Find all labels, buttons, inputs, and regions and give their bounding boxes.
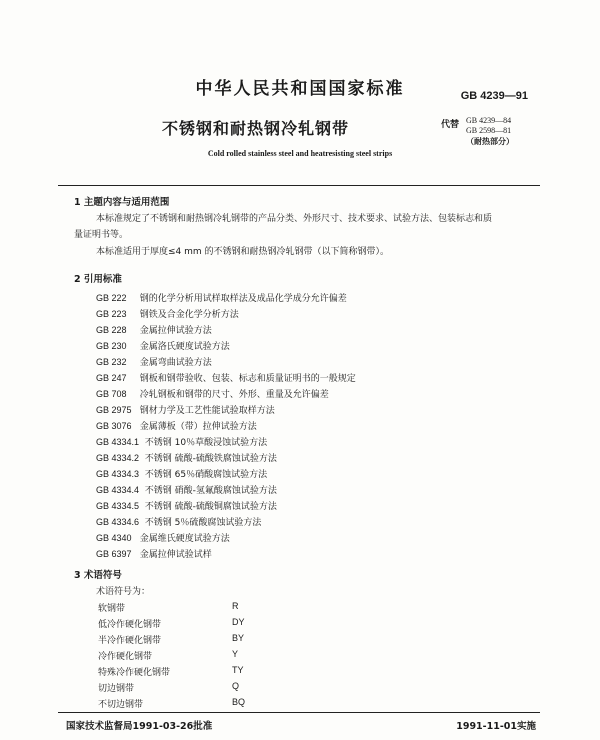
section-1-heading: 1 主题内容与适用范围 <box>74 197 170 208</box>
reference-item <box>96 531 230 544</box>
reference-code: GB 222 <box>96 293 127 303</box>
reference-code: GB 3076 <box>96 421 132 431</box>
reference-item <box>96 371 356 384</box>
term-name: 软钢带 <box>98 604 126 614</box>
section-3-heading: 3 术语符号 <box>74 570 122 581</box>
reference-code: GB 228 <box>96 325 127 335</box>
reference-code: GB 4334.6 <box>96 517 140 527</box>
term-name: 特殊冷作硬化钢带 <box>98 668 171 678</box>
reference-item <box>96 291 347 304</box>
reference-code: GB 4334.5 <box>96 501 140 511</box>
reference-title: 钢铁及合金化学分析方法 <box>139 310 239 320</box>
document-title: 不锈钢和耐热钢冷轧钢带 <box>162 119 350 138</box>
reference-title: 钢板和钢带验收、包装、标志和质量证明书的一般规定 <box>139 374 356 384</box>
standard-number: GB 4239—91 <box>460 90 528 102</box>
reference-item <box>96 339 230 352</box>
reference-item <box>96 419 257 432</box>
reference-title: 不锈钢 65％硝酸腐蚀试验方法 <box>144 470 268 480</box>
reference-code: GB 230 <box>96 341 127 351</box>
terms-intro: 术语符号为： <box>96 587 151 597</box>
term-name: 切边钢带 <box>98 684 135 694</box>
term-name: 冷作硬化钢带 <box>98 652 153 662</box>
section-1-paragraph: 量证明书等。 <box>74 230 129 240</box>
reference-code: GB 223 <box>96 309 127 319</box>
term-symbol: BQ <box>232 697 246 707</box>
reference-title: 不锈钢 硫酸-硫酸铁腐蚀试验方法 <box>144 454 277 464</box>
reference-code: GB 4334.4 <box>96 485 140 495</box>
english-title: Cold rolled stainless steel and heatresisting steel strips <box>207 149 393 158</box>
term-symbol: Q <box>232 681 240 691</box>
term-name: 不切边钢带 <box>98 700 144 710</box>
reference-title: 金属拉伸试验方法 <box>139 326 212 336</box>
reference-item <box>96 323 212 336</box>
replaced-standard: GB 4239—84 <box>466 116 512 125</box>
reference-title: 不锈钢 10％草酸浸蚀试验方法 <box>144 438 268 448</box>
reference-item <box>96 435 267 448</box>
reference-title: 不锈钢 5％硫酸腐蚀试验方法 <box>144 518 262 528</box>
term-symbol: DY <box>232 617 245 627</box>
reference-code: GB 708 <box>96 389 127 399</box>
section-1-paragraph: 本标准规定了不锈钢和耐热钢冷轧钢带的产品分类、外形尺寸、技术要求、试验方法、包装标志和质 <box>96 214 493 224</box>
replaced-standard-note: （耐热部分） <box>466 137 514 146</box>
term-name: 半冷作硬化钢带 <box>98 636 162 646</box>
reference-item <box>96 403 275 416</box>
approval-date: 国家技术监督局1991-03-26批准 <box>66 721 213 732</box>
reference-title: 不锈钢 硝酸-氢氟酸腐蚀试验方法 <box>144 486 277 496</box>
term-symbol: R <box>232 601 239 611</box>
reference-code: GB 4340 <box>96 533 132 543</box>
term-symbol: BY <box>232 633 245 643</box>
reference-title: 金属维氏硬度试验方法 <box>139 534 230 544</box>
reference-item <box>96 483 277 496</box>
replaced-standard: GB 2598—81 <box>466 126 512 135</box>
reference-title: 金属洛氏硬度试验方法 <box>139 342 230 352</box>
reference-title: 钢的化学分析用试样取样法及成品化学成分允许偏差 <box>139 294 347 304</box>
reference-item <box>96 307 239 320</box>
reference-item <box>96 499 277 512</box>
reference-code: GB 247 <box>96 373 127 383</box>
section-1-paragraph: 本标准适用于厚度≤4 mm 的不锈钢和耐热钢冷轧钢带（以下简称钢带）。 <box>96 247 390 257</box>
reference-code: GB 6397 <box>96 549 132 559</box>
reference-code: GB 4334.1 <box>96 437 140 447</box>
reference-code: GB 232 <box>96 357 127 367</box>
reference-title: 冷轧钢板和钢带的尺寸、外形、重量及允许偏差 <box>139 390 329 400</box>
reference-code: GB 2975 <box>96 405 132 415</box>
effective-date: 1991-11-01实施 <box>456 721 536 732</box>
reference-item <box>96 355 212 368</box>
term-symbol: Y <box>232 649 239 659</box>
term-name: 低冷作硬化钢带 <box>98 620 162 630</box>
replaces-label: 代替 <box>441 120 460 130</box>
footer-divider <box>58 712 540 713</box>
reference-title: 金属薄板（带）拉伸试验方法 <box>139 422 257 432</box>
reference-title: 金属弯曲试验方法 <box>139 358 212 368</box>
reference-item <box>96 547 212 560</box>
reference-code: GB 4334.3 <box>96 469 140 479</box>
reference-code: GB 4334.2 <box>96 453 140 463</box>
term-symbol: TY <box>232 665 244 675</box>
header-divider <box>58 185 540 186</box>
reference-item <box>96 515 261 528</box>
reference-title: 不锈钢 硫酸-硫酸铜腐蚀试验方法 <box>144 502 277 512</box>
section-2-heading: 2 引用标准 <box>74 274 122 285</box>
reference-title: 钢材力学及工艺性能试验取样方法 <box>139 406 275 416</box>
reference-item <box>96 451 277 464</box>
reference-item <box>96 387 329 400</box>
national-standard-heading: 中华人民共和国国家标准 <box>195 79 405 99</box>
reference-title: 金属拉伸试验试样 <box>139 550 212 560</box>
reference-item <box>96 467 267 480</box>
